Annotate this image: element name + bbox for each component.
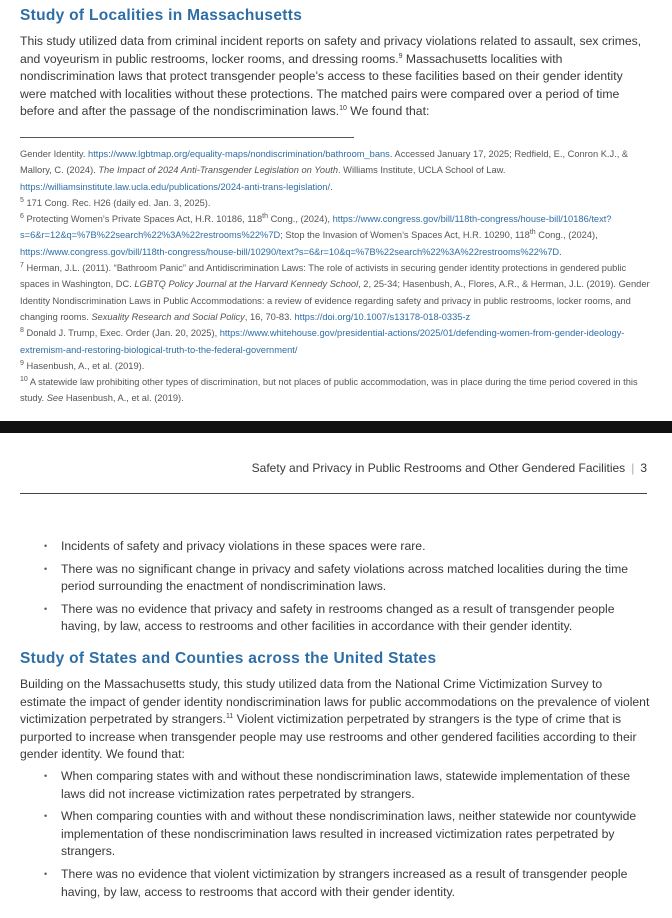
running-header: [252, 461, 647, 475]
section-title-states-counties: Study of States and Counties across the United States: [20, 650, 437, 667]
list-item: • When comparing states with and without these nondiscrimination laws, statewide implementation of these laws did not increase victimization rates perpetrated by strangers.: [44, 768, 650, 803]
doi-link[interactable]: https://doi.org/10.1007/s13178-018-0335-z: [294, 311, 471, 322]
footnote-ref-9[interactable]: 9: [398, 52, 403, 60]
list-item: • There was no evidence that privacy and safety in restrooms changed as a result of transgender people having, by law, access to restrooms and other facilities in accordance with their gender identity.: [44, 601, 650, 636]
footnote-5: $^5$ 171 Cong. Rec. H26 (daily ed. Jan. 3, 2025).: [20, 196, 211, 208]
list-item: • There was no significant change in privacy and safety violations across matched localities during the time period surrounding the enactment of nondiscrimination laws.: [44, 561, 650, 596]
lgbtmap-link[interactable]: https://www.lgbtmap.org/equality-maps/nondiscrimination/bathroom_bans: [88, 149, 390, 159]
whitehouse-link[interactable]: https://www.whitehouse.gov/presidential-actions/2025/01/defending-women-from-gender-ideology-extremism-and-restoring-biological-truth-to-the-federal-government/: [20, 328, 625, 355]
footnotes-block: [20, 146, 650, 407]
massachusetts-findings-list: [44, 538, 650, 641]
list-item: • Incidents of safety and privacy violations in these spaces were rare.: [44, 538, 650, 556]
footnote-4-continued: Gender Identity. https://www.lgbtmap.org/equality-maps/nondiscrimination/bathroom_bans. Accessed January 17, 2025; Redfield, E., Conron K.J., & Mallory, C. (2024). The Impact of 2024 Anti-Transgender Legislation on Youth. Williams Institute, UCLA School of Law. https://williamsinstitute.law.ucla.edu/publications/2024-anti-trans-legislation/.: [20, 149, 629, 192]
footnote-divider: [20, 137, 354, 138]
states-counties-findings-list: [44, 768, 650, 906]
massachusetts-study-paragraph: This study utilized data from criminal incident reports on safety and privacy violations related to assault, sex crimes, and voyeurism in public restrooms, locker rooms, and dressing rooms.$^9$ Massachusetts localities with nondiscrimination laws that protect transgender people’s access to these facilities based on their gender identity were matched with localities without these protections. The matched pairs were compared over a period of time before and after the passage of the nondiscrimination laws.$^{10}$ We found that:: [20, 34, 642, 119]
footnote-8: $^8$ Donald J. Trump, Exec. Order (Jan. 20, 2025), https://www.whitehouse.gov/presidential-actions/2025/01/defending-women-from-gender-ideology-extremism-and-restoring-biological-truth-to-the-federal-government/: [20, 327, 625, 355]
congress-bill-10290-link[interactable]: https://www.congress.gov/bill/118th-congress/house-bill/10290/text?s=6&r=10&q=%7B%22search%22%3A%22restrooms%22%7D: [20, 246, 560, 257]
congress-bill-10186-link[interactable]: https://www.congress.gov/bill/118th-congress/house-bill/10186/text?s=6&r=12&q=%7B%22search%22%3A%22restrooms%22%7D: [20, 214, 612, 241]
footnote-ref-10[interactable]: 10: [339, 105, 347, 113]
page-number: 3: [640, 461, 647, 475]
running-title: Safety and Privacy in Public Restrooms and Other Gendered Facilities: [251, 461, 626, 475]
page-break-bar: [0, 421, 672, 433]
states-counties-study-paragraph: Building on the Massachusetts study, this study utilized data from the National Crime Victimization Survey to estimate the impact of gender identity nondiscrimination laws for public accommodations on the prevalence of violent victimization perpetrated by strangers.$^{11}$ Violent victimization perpetrated by strangers is the type of crime that is purported to increase when transgender people may use restrooms and other gendered facilities according to their gender identity. We found that:: [20, 677, 650, 762]
section-title-massachusetts: Study of Localities in Massachusetts: [20, 7, 303, 24]
list-item: • When comparing counties with and without these nondiscrimination laws, neither statewide nor countywide implementation of these nondiscrimination laws resulted in increased victimization rates perpetrated by strangers.: [44, 808, 650, 861]
footnote-7: $^7$ Herman, J.L. (2011). “Bathroom Panic” and Antidiscrimination Laws: The role of activists in securing gender identity protections in gendered public spaces in Washington, DC. LGBTQ Policy Journal at the Harvard Kennedy School, 2, 25-34; Hasenbush, A., Flores, A.R., & Herman, J.L. (2019). Gender Identity Nondiscrimination Laws in Public Accommodations: a review of evidence regarding safety and privacy in public restrooms, locker rooms, and changing rooms. Sexuality Research and Social Policy, 16, 70-83. https://doi.org/10.1007/s13178-018-0335-z: [20, 261, 650, 322]
header-rule: [20, 493, 647, 494]
williams-institute-link[interactable]: https://williamsinstitute.law.ucla.edu/publications/2024-anti-trans-legislation/: [20, 181, 331, 192]
list-item: • There was no evidence that violent victimization by strangers increased as a result of transgender people having, by law, access to restrooms that accord with their gender identity.: [44, 866, 650, 901]
footnote-ref-11[interactable]: 11: [225, 713, 234, 721]
footnote-9: $^9$ Hasenbush, A., et al. (2019).: [20, 359, 145, 371]
header-separator: |: [631, 461, 635, 475]
footnote-6: $^6$ Protecting Women’s Private Spaces Act, H.R. 10186, 118th Cong., (2024), https://www.congress.gov/bill/118th-congress/house-bill/10186/text?s=6&r=12&q=%7B%22search%22%3A%22restrooms%22%7D; Stop the Invasion of Women’s Spaces Act, H.R. 10290, 118th Cong., (2024), https://www.congress.gov/bill/118th-congress/house-bill/10290/text?s=6&r=10&q=%7B%22search%22%3A%22restrooms%22%7D.: [20, 213, 612, 257]
footnote-10: $^{10}$ A statewide law prohibiting other types of discrimination, but not places of public accommodation, was in place during the time period covered in this study. See Hasenbush, A., et al. (2019).: [20, 376, 638, 404]
